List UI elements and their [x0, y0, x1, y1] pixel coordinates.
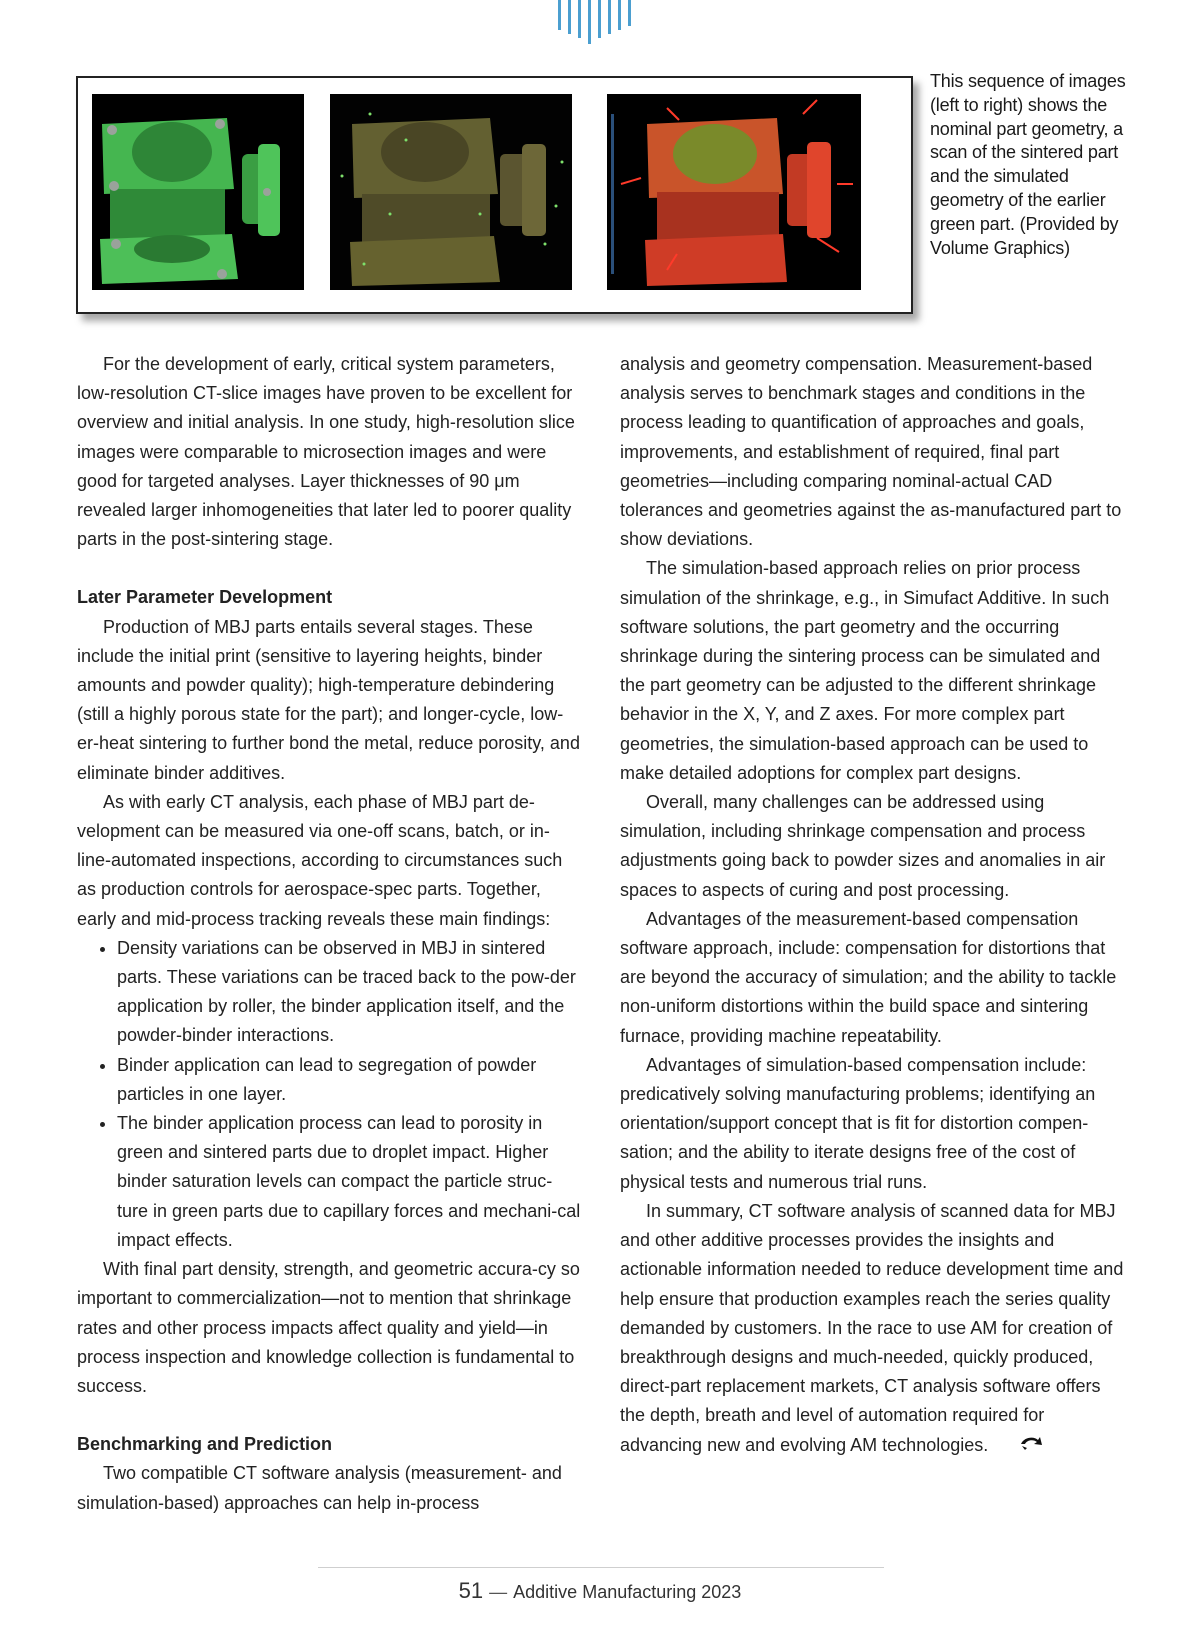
footer-divider: [318, 1567, 884, 1568]
page-footer: [0, 1578, 1200, 1604]
body-paragraph: Production of MBJ parts entails several stages. These include the initial print (sensitive to layering heights, binder amounts and powder quality); high-temperature debindering (still a highly porous state for the part); and longer-cycle, low-er-heat sintering to further bond the metal, reduce porosity, and eliminate binder additives.: [77, 616, 580, 783]
list-item: • The binder application process can lead to porosity in green and sintered parts due to droplet impact. Higher binder saturation levels can compact the particle struc-ture in green parts due to capillary forces and mechani-cal impact effects.: [117, 1109, 583, 1255]
body-paragraph: Advantages of simulation-based compensation include: predicatively solving manufacturing problems; identifying an orientation/support concept that is fit for distortion compen-sation; and the ability to iterate designs free of the cost of physical tests and numerous trial runs.: [620, 1054, 1096, 1192]
figure-caption: This sequence of images (left to right) shows the nominal part geometry, a scan of the sintered part and the simulated geometry of the earlier green part. (Provided by Volume Graphics): [930, 71, 1126, 258]
body-paragraph: analysis and geometry compensation. Measurement-based analysis serves to benchmark stages and conditions in the process leading to quantification of approaches and goals, improvements, and establishment of required, final part geometries—including comparing nominal-actual CAD tolerances and geometries against the as-manufactured part to show deviations.: [620, 354, 1122, 550]
left-column: [77, 350, 583, 1518]
nominal-part-image: [92, 94, 304, 290]
page-number: 51: [458, 1578, 484, 1603]
end-mark-icon: [992, 1431, 1044, 1460]
publication-name: Additive Manufacturing 2023: [513, 1582, 742, 1602]
body-paragraph: Advantages of the measurement-based compensation software approach, include: compensation for distortions that are beyond the accuracy of simulation; and the ability to tackle non-uniform distortions within the build space and sintering furnace, providing machine repeatability.: [620, 908, 1117, 1046]
sintered-scan-image: [330, 94, 572, 290]
body-paragraph: Two compatible CT software analysis (measurement- and simulation-based) approaches can help in-process: [77, 1463, 562, 1513]
list-item: • Binder application can lead to segregation of powder particles in one layer.: [117, 1051, 583, 1109]
top-line-decoration: [558, 0, 644, 48]
body-paragraph: As with early CT analysis, each phase of MBJ part de-velopment can be measured via one-off scans, batch, or in-line-automated inspections, according to circumstances such as production controls for aerospace-spec parts. Together, early and mid-process tracking reveals these main findings:: [77, 791, 563, 929]
intro-paragraph: For the development of early, critical system parameters, low-resolution CT-slice images have proven to be excellent for overview and initial analysis. In one study, high-resolution slice images were comparable to microsection images and were good for targeted analyses. Layer thicknesses of 90 μm revealed larger inhomogeneities that later led to poorer quality parts in the post-sintering stage.: [77, 354, 575, 550]
section-heading: Benchmarking and Prediction: [77, 1434, 333, 1455]
body-paragraph: Overall, many challenges can be addressed using simulation, including shrinkage compensation and process adjustments going back to powder sizes and anomalies in air spaces to aspects of curing and post processing.: [620, 792, 1106, 900]
body-paragraph: The simulation-based approach relies on prior process simulation of the shrinkage, e.g., in Simufact Additive. In such software solutions, the part geometry and the occurring shrinkage during the sintering process can be simulated and the part geometry can be adjusted to the different shrinkage behavior in the X, Y, and Z axes. For more complex part geometries, the simulation-based approach can be used to make detailed adoptions for complex part designs.: [620, 558, 1110, 783]
figure-image-sequence: [76, 76, 913, 314]
body-paragraph: With final part density, strength, and geometric accura-cy so important to commercialization—not to mention that shrinkage rates and other process impacts affect quality and yield—in process inspection and knowledge collection is fundamental to success.: [77, 1259, 580, 1396]
footer-separator: —: [489, 1582, 508, 1602]
list-item: • Density variations can be observed in MBJ in sintered parts. These variations can be traced back to the pow-der application by roller, the binder application itself, and the powder-binder interactions.: [117, 934, 583, 1051]
simulated-geometry-image: [607, 94, 861, 290]
right-column: [620, 350, 1130, 1460]
closing-text: In summary, CT software analysis of scanned data for MBJ and other additive processes provides the insights and actionable information needed to reduce development time and help ensure that production examples reach the series quality demanded by customers. In the race to use AM for creation of breakthrough designs and much-needed, quickly produced, direct-part replacement markets, CT analysis software offers the depth, breath and level of automation required for advancing new and evolving AM technologies.: [620, 1200, 1124, 1455]
findings-list: [77, 934, 583, 1255]
closing-paragraph: [620, 1197, 1130, 1460]
section-heading: Later Parameter Development: [77, 587, 333, 608]
